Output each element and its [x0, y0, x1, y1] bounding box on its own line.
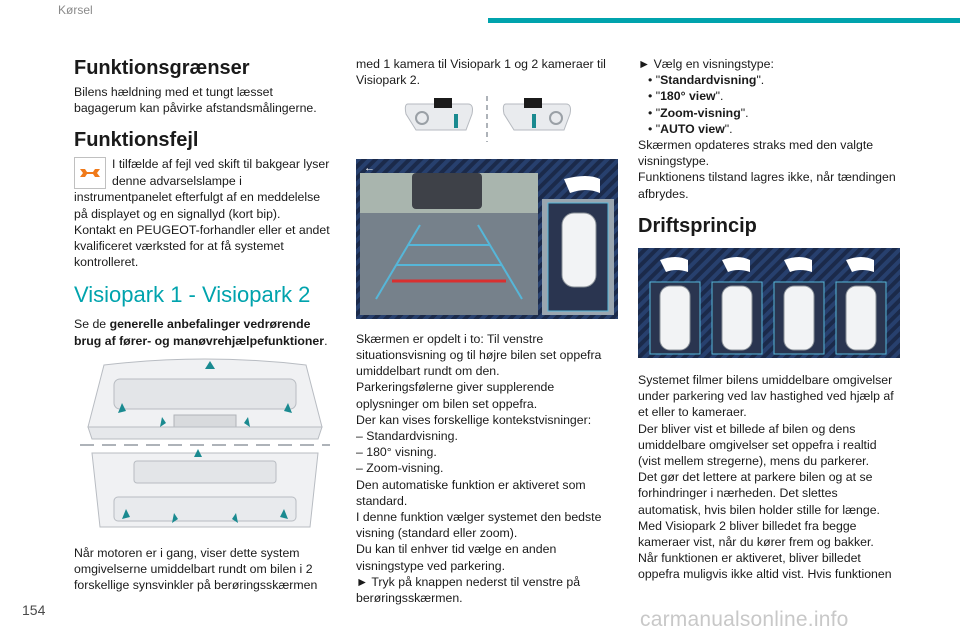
paragraph-funktionsgraenser: Bilens hældning med et tungt læsset bagagerum kan påvirke afstandsmålingerne. [74, 85, 317, 116]
header-accent-bar [488, 18, 960, 23]
intro-end: . [324, 333, 328, 348]
intro-bold-text: generelle anbefalinger vedrørende brug af fører- og manøvrehjælpefunktioner [74, 317, 325, 348]
list-item: – Zoom-visning. [356, 461, 444, 476]
quote-close: ". [740, 105, 749, 120]
quote-close: ". [756, 73, 765, 88]
column-1 [74, 56, 336, 594]
view-modes-illustration [638, 248, 900, 358]
view-label: Zoom-visning [660, 105, 741, 120]
list-item: – Standardvisning. [356, 429, 458, 444]
paragraph-fejl-b: instrumentpanelet efterfulgt af en meddelelse på displayet og en signallyd (kort bip). [74, 190, 321, 221]
paragraph-col3-3: Systemet filmer bilens umiddelbare omgivelser under parkering ved lav hastighed ved hjælp af et eller to kameraer. [638, 373, 894, 420]
quote-open: • " [648, 73, 661, 88]
page-number: 154 [22, 602, 46, 618]
list-item: – 180° visning. [356, 445, 437, 460]
paragraph-col3-7: Når funktionen er aktiveret, bliver billedet oppefra muligvis ikke altid vist. Hvis funktionen [638, 551, 892, 582]
paragraph-col3-2: Funktionens tilstand lagres ikke, når tændingen afbrydes. [638, 170, 896, 201]
paragraph-visiopark-intro [74, 316, 336, 348]
camera-view-screen [356, 159, 618, 319]
paragraph-col3-6: Med Visiopark 2 bliver billedet fra begge kameraer vist, når du kører frem og bakker. [638, 518, 874, 550]
list-item [638, 121, 900, 137]
paragraph-col3-1: Skærmen opdateres straks med den valgte visningstype. [638, 138, 874, 169]
paragraph-col2-3: Der kan vises forskellige kontekstvisninger: [356, 412, 592, 427]
quote-open: • " [648, 121, 661, 136]
view-label: 180° view [660, 89, 716, 104]
paragraph-fejl-c: Kontakt en PEUGEOT-forhandler eller et andet kvalificeret værksted for at få systemet kontrolleret. [74, 222, 330, 270]
quote-close: ". [715, 89, 724, 104]
paragraph-col3-4: Der bliver vist et billede af bilen og dens umiddelbare omgivelser set oppefra i realtid (vist mellem stregerne), mens du parkerer. [638, 421, 877, 469]
section-header: Kørsel [58, 3, 93, 17]
heading-funktionsgraenser: Funktionsgrænser [74, 57, 250, 79]
mirror-camera-illustration [356, 94, 618, 144]
back-arrow-icon[interactable]: ← [364, 161, 375, 174]
paragraph-col2-4: Den automatiske funktion er aktiveret som standard. [356, 477, 586, 508]
heading-funktionsfejl: Funktionsfejl [74, 129, 199, 152]
quote-open: • " [648, 105, 661, 120]
list-item [638, 72, 900, 88]
quote-close: ". [724, 121, 733, 136]
column-3 [638, 56, 900, 583]
car-camera-illustration [74, 357, 336, 535]
paragraph-fejl-a: I tilfælde af fejl ved skift til bakgear lyser denne advarselslampe i [112, 157, 330, 188]
view-label: Standardvisning [660, 73, 757, 88]
paragraph-col3-5: Det gør det lettere at parkere bilen og at se forhindringer i nærheden. Det slettes automatisk, hvis bilen holder stille for længe. [638, 470, 880, 517]
view-label: AUTO view [660, 121, 725, 136]
column-2 [356, 56, 618, 606]
paragraph-col2-intro: med 1 kamera til Visiopark 1 og 2 kameraer til Visiopark 2. [356, 57, 606, 88]
heading-driftsprincip: Driftsprincip [638, 214, 757, 237]
view-type-list [638, 72, 900, 137]
paragraph-col2-6: Du kan til enhver tid vælge en anden visningstype ved parkering. [356, 542, 557, 573]
heading-visiopark: Visiopark 1 - Visiopark 2 [74, 282, 311, 308]
paragraph-col2-7: ► Tryk på knappen nederst til venstre på berøringsskærmen. [356, 574, 581, 606]
paragraph-motor: Når motoren er i gang, viser dette system omgivelserne umiddelbart rundt om bilen i 2 forskellige synsvinkler på berøringsskærmen [74, 546, 318, 593]
wrench-warning-icon [74, 157, 106, 189]
paragraph-col2-5: I denne funktion vælger systemet den bedste visning (standard eller zoom). [356, 510, 602, 541]
warning-row [74, 156, 336, 189]
paragraph-select-view: ► Vælg en visningstype: [638, 57, 774, 71]
watermark-logo: carmanualsonline.info [640, 608, 849, 631]
quote-open: • " [648, 89, 661, 104]
paragraph-col2-1: Skærmen er opdelt i to: Til venstre situationsvisning og til højre bilen set oppefra umiddelbart rundt om den. [356, 331, 602, 379]
paragraph-col2-2: Parkeringsfølerne giver supplerende oplysninger om bilen set oppefra. [356, 380, 555, 411]
list-item [638, 88, 900, 104]
intro-text: Se de [74, 317, 110, 332]
list-item [638, 105, 900, 121]
